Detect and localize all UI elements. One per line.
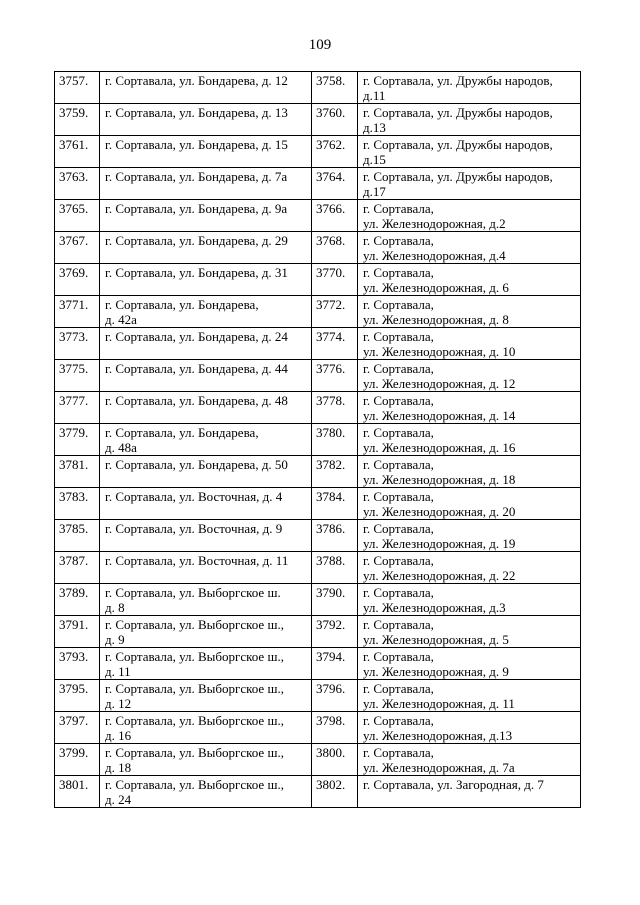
- address-right: г. Сортавала, ул. Железнодорожная, д. 18: [358, 456, 581, 488]
- address-right: г. Сортавала, ул. Железнодорожная, д.3: [358, 584, 581, 616]
- row-number-left: 3763.: [55, 168, 100, 200]
- address-right: г. Сортавала, ул. Железнодорожная, д. 9: [358, 648, 581, 680]
- row-number-left: 3793.: [55, 648, 100, 680]
- row-number-right: 3766.: [312, 200, 358, 232]
- row-number-right: 3774.: [312, 328, 358, 360]
- row-number-left: 3801.: [55, 776, 100, 808]
- address-right: г. Сортавала, ул. Дружбы народов, д.17: [358, 168, 581, 200]
- address-right: г. Сортавала, ул. Дружбы народов, д.11: [358, 72, 581, 104]
- address-right: г. Сортавала, ул. Железнодорожная, д. 10: [358, 328, 581, 360]
- address-left: г. Сортавала, ул. Бондарева, д. 31: [100, 264, 312, 296]
- row-number-right: 3798.: [312, 712, 358, 744]
- address-right: г. Сортавала, ул. Загородная, д. 7: [358, 776, 581, 808]
- address-table: [54, 71, 581, 808]
- row-number-right: 3796.: [312, 680, 358, 712]
- row-number-right: 3790.: [312, 584, 358, 616]
- row-number-left: 3771.: [55, 296, 100, 328]
- address-left: г. Сортавала, ул. Выборгское ш., д. 18: [100, 744, 312, 776]
- address-left: г. Сортавала, ул. Бондарева, д. 29: [100, 232, 312, 264]
- address-right: г. Сортавала, ул. Железнодорожная, д. 11: [358, 680, 581, 712]
- row-number-left: 3795.: [55, 680, 100, 712]
- address-right: г. Сортавала, ул. Железнодорожная, д. 12: [358, 360, 581, 392]
- table-row: [55, 360, 581, 392]
- row-number-left: 3785.: [55, 520, 100, 552]
- row-number-left: 3783.: [55, 488, 100, 520]
- row-number-left: 3787.: [55, 552, 100, 584]
- address-right: г. Сортавала, ул. Железнодорожная, д. 19: [358, 520, 581, 552]
- table-row: [55, 168, 581, 200]
- address-right: г. Сортавала, ул. Железнодорожная, д. 8: [358, 296, 581, 328]
- table-row: [55, 520, 581, 552]
- row-number-left: 3797.: [55, 712, 100, 744]
- row-number-right: 3802.: [312, 776, 358, 808]
- row-number-right: 3760.: [312, 104, 358, 136]
- table-row: [55, 232, 581, 264]
- table-row: [55, 264, 581, 296]
- row-number-right: 3776.: [312, 360, 358, 392]
- table-row: [55, 296, 581, 328]
- row-number-right: 3762.: [312, 136, 358, 168]
- address-right: г. Сортавала, ул. Железнодорожная, д. 16: [358, 424, 581, 456]
- row-number-right: 3780.: [312, 424, 358, 456]
- row-number-right: 3792.: [312, 616, 358, 648]
- row-number-left: 3759.: [55, 104, 100, 136]
- table-row: [55, 104, 581, 136]
- table-row: [55, 584, 581, 616]
- row-number-left: 3775.: [55, 360, 100, 392]
- address-right: г. Сортавала, ул. Железнодорожная, д. 22: [358, 552, 581, 584]
- address-right: г. Сортавала, ул. Дружбы народов, д.13: [358, 104, 581, 136]
- row-number-left: 3757.: [55, 72, 100, 104]
- address-right: г. Сортавала, ул. Дружбы народов, д.15: [358, 136, 581, 168]
- table-row: [55, 616, 581, 648]
- row-number-left: 3789.: [55, 584, 100, 616]
- table-row: [55, 200, 581, 232]
- address-right: г. Сортавала, ул. Железнодорожная, д.4: [358, 232, 581, 264]
- table-row: [55, 72, 581, 104]
- address-left: г. Сортавала, ул. Выборгское ш., д. 12: [100, 680, 312, 712]
- table-row: [55, 136, 581, 168]
- address-left: г. Сортавала, ул. Бондарева, д. 50: [100, 456, 312, 488]
- row-number-right: 3768.: [312, 232, 358, 264]
- address-right: г. Сортавала, ул. Железнодорожная, д.13: [358, 712, 581, 744]
- row-number-right: 3782.: [312, 456, 358, 488]
- row-number-left: 3781.: [55, 456, 100, 488]
- address-left: г. Сортавала, ул. Бондарева, д. 7а: [100, 168, 312, 200]
- address-right: г. Сортавала, ул. Железнодорожная, д. 5: [358, 616, 581, 648]
- address-left: г. Сортавала, ул. Бондарева, д. 48а: [100, 424, 312, 456]
- page-number: 109: [308, 37, 332, 53]
- address-right: г. Сортавала, ул. Железнодорожная, д. 14: [358, 392, 581, 424]
- row-number-left: 3791.: [55, 616, 100, 648]
- row-number-left: 3777.: [55, 392, 100, 424]
- row-number-right: 3764.: [312, 168, 358, 200]
- address-left: г. Сортавала, ул. Восточная, д. 11: [100, 552, 312, 584]
- table-row: [55, 488, 581, 520]
- row-number-right: 3794.: [312, 648, 358, 680]
- address-left: г. Сортавала, ул. Восточная, д. 4: [100, 488, 312, 520]
- address-right: г. Сортавала, ул. Железнодорожная, д. 7а: [358, 744, 581, 776]
- address-right: г. Сортавала, ул. Железнодорожная, д. 20: [358, 488, 581, 520]
- address-left: г. Сортавала, ул. Выборгское ш., д. 24: [100, 776, 312, 808]
- row-number-right: 3778.: [312, 392, 358, 424]
- address-right: г. Сортавала, ул. Железнодорожная, д. 6: [358, 264, 581, 296]
- row-number-right: 3784.: [312, 488, 358, 520]
- table-row: [55, 680, 581, 712]
- row-number-right: 3786.: [312, 520, 358, 552]
- row-number-left: 3767.: [55, 232, 100, 264]
- address-table-body: [55, 72, 581, 808]
- address-left: г. Сортавала, ул. Выборгское ш., д. 16: [100, 712, 312, 744]
- address-left: г. Сортавала, ул. Бондарева, д. 15: [100, 136, 312, 168]
- table-row: [55, 456, 581, 488]
- row-number-left: 3799.: [55, 744, 100, 776]
- table-row: [55, 648, 581, 680]
- address-left: г. Сортавала, ул. Бондарева, д. 42а: [100, 296, 312, 328]
- row-number-right: 3758.: [312, 72, 358, 104]
- row-number-right: 3800.: [312, 744, 358, 776]
- table-row: [55, 712, 581, 744]
- address-left: г. Сортавала, ул. Выборгское ш., д. 11: [100, 648, 312, 680]
- row-number-left: 3769.: [55, 264, 100, 296]
- address-left: г. Сортавала, ул. Бондарева, д. 12: [100, 72, 312, 104]
- address-left: г. Сортавала, ул. Бондарева, д. 48: [100, 392, 312, 424]
- address-left: г. Сортавала, ул. Бондарева, д. 24: [100, 328, 312, 360]
- row-number-left: 3779.: [55, 424, 100, 456]
- address-right: г. Сортавала, ул. Железнодорожная, д.2: [358, 200, 581, 232]
- address-left: г. Сортавала, ул. Выборгское ш., д. 9: [100, 616, 312, 648]
- table-row: [55, 424, 581, 456]
- table-row: [55, 392, 581, 424]
- address-left: г. Сортавала, ул. Выборгское ш. д. 8: [100, 584, 312, 616]
- row-number-left: 3773.: [55, 328, 100, 360]
- table-row: [55, 744, 581, 776]
- address-left: г. Сортавала, ул. Восточная, д. 9: [100, 520, 312, 552]
- row-number-left: 3761.: [55, 136, 100, 168]
- address-left: г. Сортавала, ул. Бондарева, д. 13: [100, 104, 312, 136]
- table-row: [55, 552, 581, 584]
- row-number-left: 3765.: [55, 200, 100, 232]
- row-number-right: 3772.: [312, 296, 358, 328]
- row-number-right: 3788.: [312, 552, 358, 584]
- address-left: г. Сортавала, ул. Бондарева, д. 44: [100, 360, 312, 392]
- address-left: г. Сортавала, ул. Бондарева, д. 9а: [100, 200, 312, 232]
- table-row: [55, 328, 581, 360]
- row-number-right: 3770.: [312, 264, 358, 296]
- table-row: [55, 776, 581, 808]
